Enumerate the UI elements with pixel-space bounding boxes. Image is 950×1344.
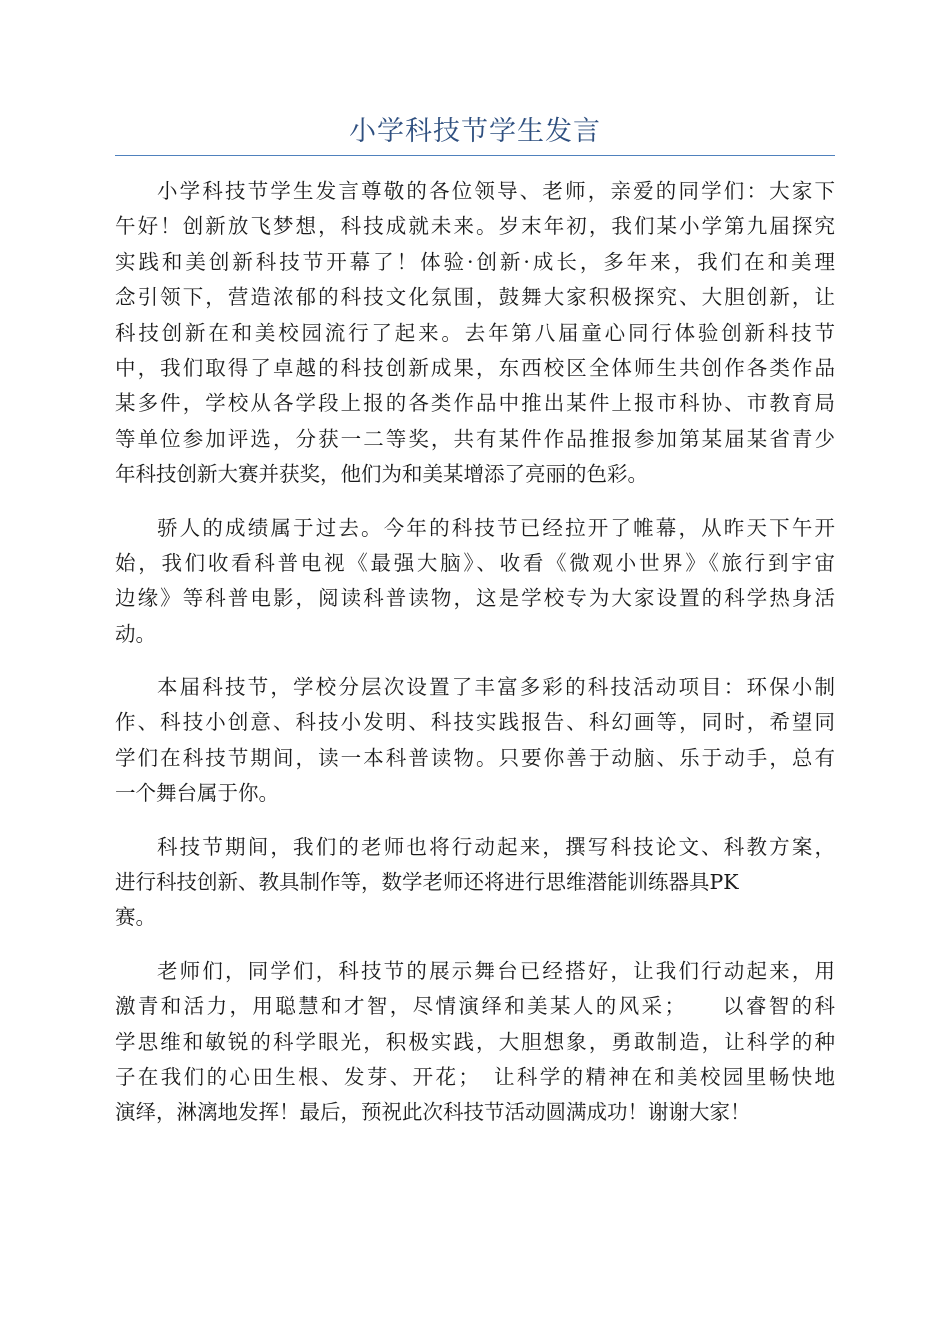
paragraph — [115, 830, 835, 936]
text-line: 午好！创新放飞梦想，科技成就未来。岁末年初，我们某小学第九届探究 — [115, 214, 835, 239]
text-line: 实践和美创新科技节开幕了！体验·创新·成长，多年来，我们在和美理 — [115, 249, 835, 274]
text-line: 骄人的成绩属于过去。今年的科技节已经拉开了帷幕，从昨天下午开 — [157, 515, 835, 540]
text-line: 小学科技节学生发言尊敬的各位领导、老师，亲爱的同学们：大家下 — [157, 179, 835, 203]
paragraph — [115, 670, 835, 812]
text-line: 学思维和敏锐的科学眼光，积极实践，大胆想象，勇敢制造，让科学的种 — [115, 1029, 835, 1054]
paragraph — [115, 511, 835, 653]
text-line: 始，我们收看科普电视《最强大脑》、收看《微观小世界》《旅行到宇宙 — [115, 550, 835, 575]
text-line: 演绎，淋漓地发挥！最后，预祝此次科技节活动圆满成功！谢谢大家！ — [115, 1100, 751, 1125]
document-title: 小学科技节学生发言 — [349, 116, 601, 147]
text-line: 边缘》等科普电影，阅读科普读物，这是学校专为大家设置的科学热身活 — [115, 586, 835, 611]
paragraph — [115, 954, 835, 1131]
document-body — [115, 174, 835, 1149]
title-underline — [115, 155, 835, 156]
text-line: 作、科技小创意、科技小发明、科技实践报告、科幻画等，同时，希望同 — [115, 710, 835, 735]
text-line: 赛。 — [115, 905, 156, 930]
text-line: 科技创新在和美校园流行了起来。去年第八届童心同行体验创新科技节 — [115, 320, 835, 345]
text-line: 等单位参加评选，分获一二等奖，共有某件作品推报参加第某届某省青少 — [115, 426, 835, 451]
text-line: 激青和活力，用聪慧和才智，尽情演绎和美某人的风采； 以睿智的科 — [115, 994, 835, 1019]
text-line: 学们在科技节期间，读一本科普读物。只要你善于动脑、乐于动手，总有 — [115, 745, 835, 770]
paragraph — [115, 174, 835, 493]
text-line: 中，我们取得了卓越的科技创新成果，东西校区全体师生共创作各类作品 — [115, 355, 835, 380]
text-line: 某多件，学校从各学段上报的各类作品中推出某件上报市科协、市教育局 — [115, 391, 835, 416]
text-line: 科技节期间，我们的老师也将行动起来，撰写科技论文、科教方案， — [157, 834, 835, 859]
text-line: 本届科技节，学校分层次设置了丰富多彩的科技活动项目：环保小制 — [157, 675, 835, 700]
text-line: 一个舞台属于你。 — [115, 781, 279, 806]
text-line: 念引领下，营造浓郁的科技文化氛围，鼓舞大家积极探究、大胆创新，让 — [115, 285, 835, 310]
text-line: 子在我们的心田生根、发芽、开花； 让科学的精神在和美校园里畅快地 — [115, 1064, 835, 1089]
text-line: 动。 — [115, 621, 156, 646]
text-line: 年科技创新大赛并获奖，他们为和美某增添了亮丽的色彩。 — [115, 462, 648, 487]
text-line: 进行科技创新、教具制作等，数学老师还将进行思维潜能训练器具PK — [115, 870, 739, 895]
text-line: 老师们，同学们，科技节的展示舞台已经搭好，让我们行动起来，用 — [157, 958, 835, 983]
